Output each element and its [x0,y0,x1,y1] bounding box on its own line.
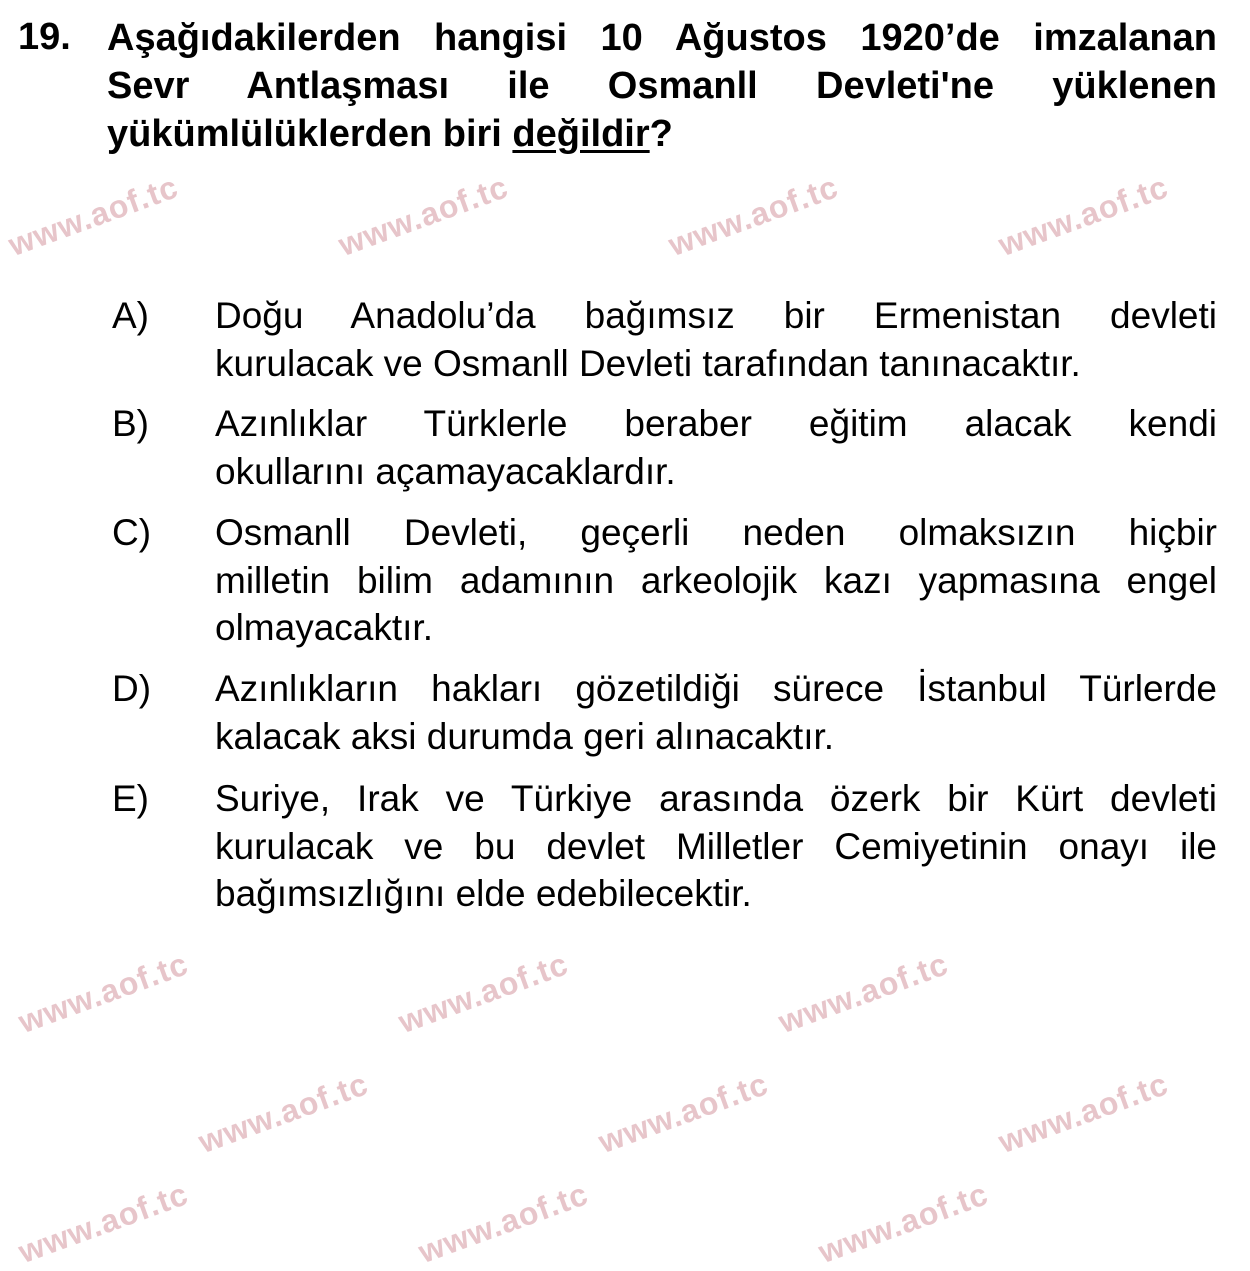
watermark: www.aof.tc [393,945,573,1040]
watermark: www.aof.tc [663,168,843,263]
watermark: www.aof.tc [993,168,1173,263]
watermark: www.aof.tc [3,168,183,263]
option-letter: B) [112,403,149,444]
watermark: www.aof.tc [13,1175,193,1270]
option-line: kurulacak ve bu devlet Milletler Cemiyetinin onayı ile [215,825,1217,867]
option-letter: E) [112,778,149,819]
watermark: www.aof.tc [593,1065,773,1160]
option-line: Osmanll Devleti, geçerli neden olmaksızın hiçbir [215,512,1217,553]
watermark: www.aof.tc [813,1175,993,1270]
question-suffix: ? [649,113,673,155]
question-number: 19. [18,16,71,58]
question-text [107,16,1217,160]
option-line: milletin bilim adamının arkeolojik kazı yapmasına engel [215,559,1217,601]
watermark: www.aof.tc [333,168,513,263]
option-line: Suriye, Irak ve Türkiye arasında özerk bir Kürt devleti [215,778,1217,819]
question-emphasis: değildir [512,113,650,155]
option-line: Azınlıklar Türklerle beraber eğitim alacak kendi [215,403,1217,444]
option-line: okullarını açamayacaklardır. [215,450,676,492]
option-line: kalacak aksi durumda geri alınacaktır. [215,715,835,757]
question-line-prefix: yükümlülüklerden biri [107,113,513,155]
question-line: Aşağıdakilerden hangisi 10 Ağustos 1920’de imzalanan [107,17,1217,59]
option-line: olmayacaktır. [215,607,433,648]
watermark: www.aof.tc [13,945,193,1040]
option-letter: C) [112,512,152,553]
option-line: Azınlıkların hakları gözetildiği sürece İstanbul Türlerde [215,668,1217,709]
option-line: bağımsızlığını elde edebilecektir. [215,873,752,914]
watermark: www.aof.tc [993,1065,1173,1160]
question-line: Sevr Antlaşması ile Osmanll Devleti'ne yüklenen [107,65,1217,107]
option-letter: A) [112,295,149,336]
question-line [107,112,1217,160]
option-line: kurulacak ve Osmanll Devleti tarafından tanınacaktır. [215,342,1081,384]
watermark: www.aof.tc [193,1065,373,1160]
option-letter: D) [112,668,152,709]
option-line: Doğu Anadolu’da bağımsız bir Ermenistan devleti [215,295,1217,336]
watermark: www.aof.tc [413,1175,593,1270]
watermark: www.aof.tc [773,945,953,1040]
